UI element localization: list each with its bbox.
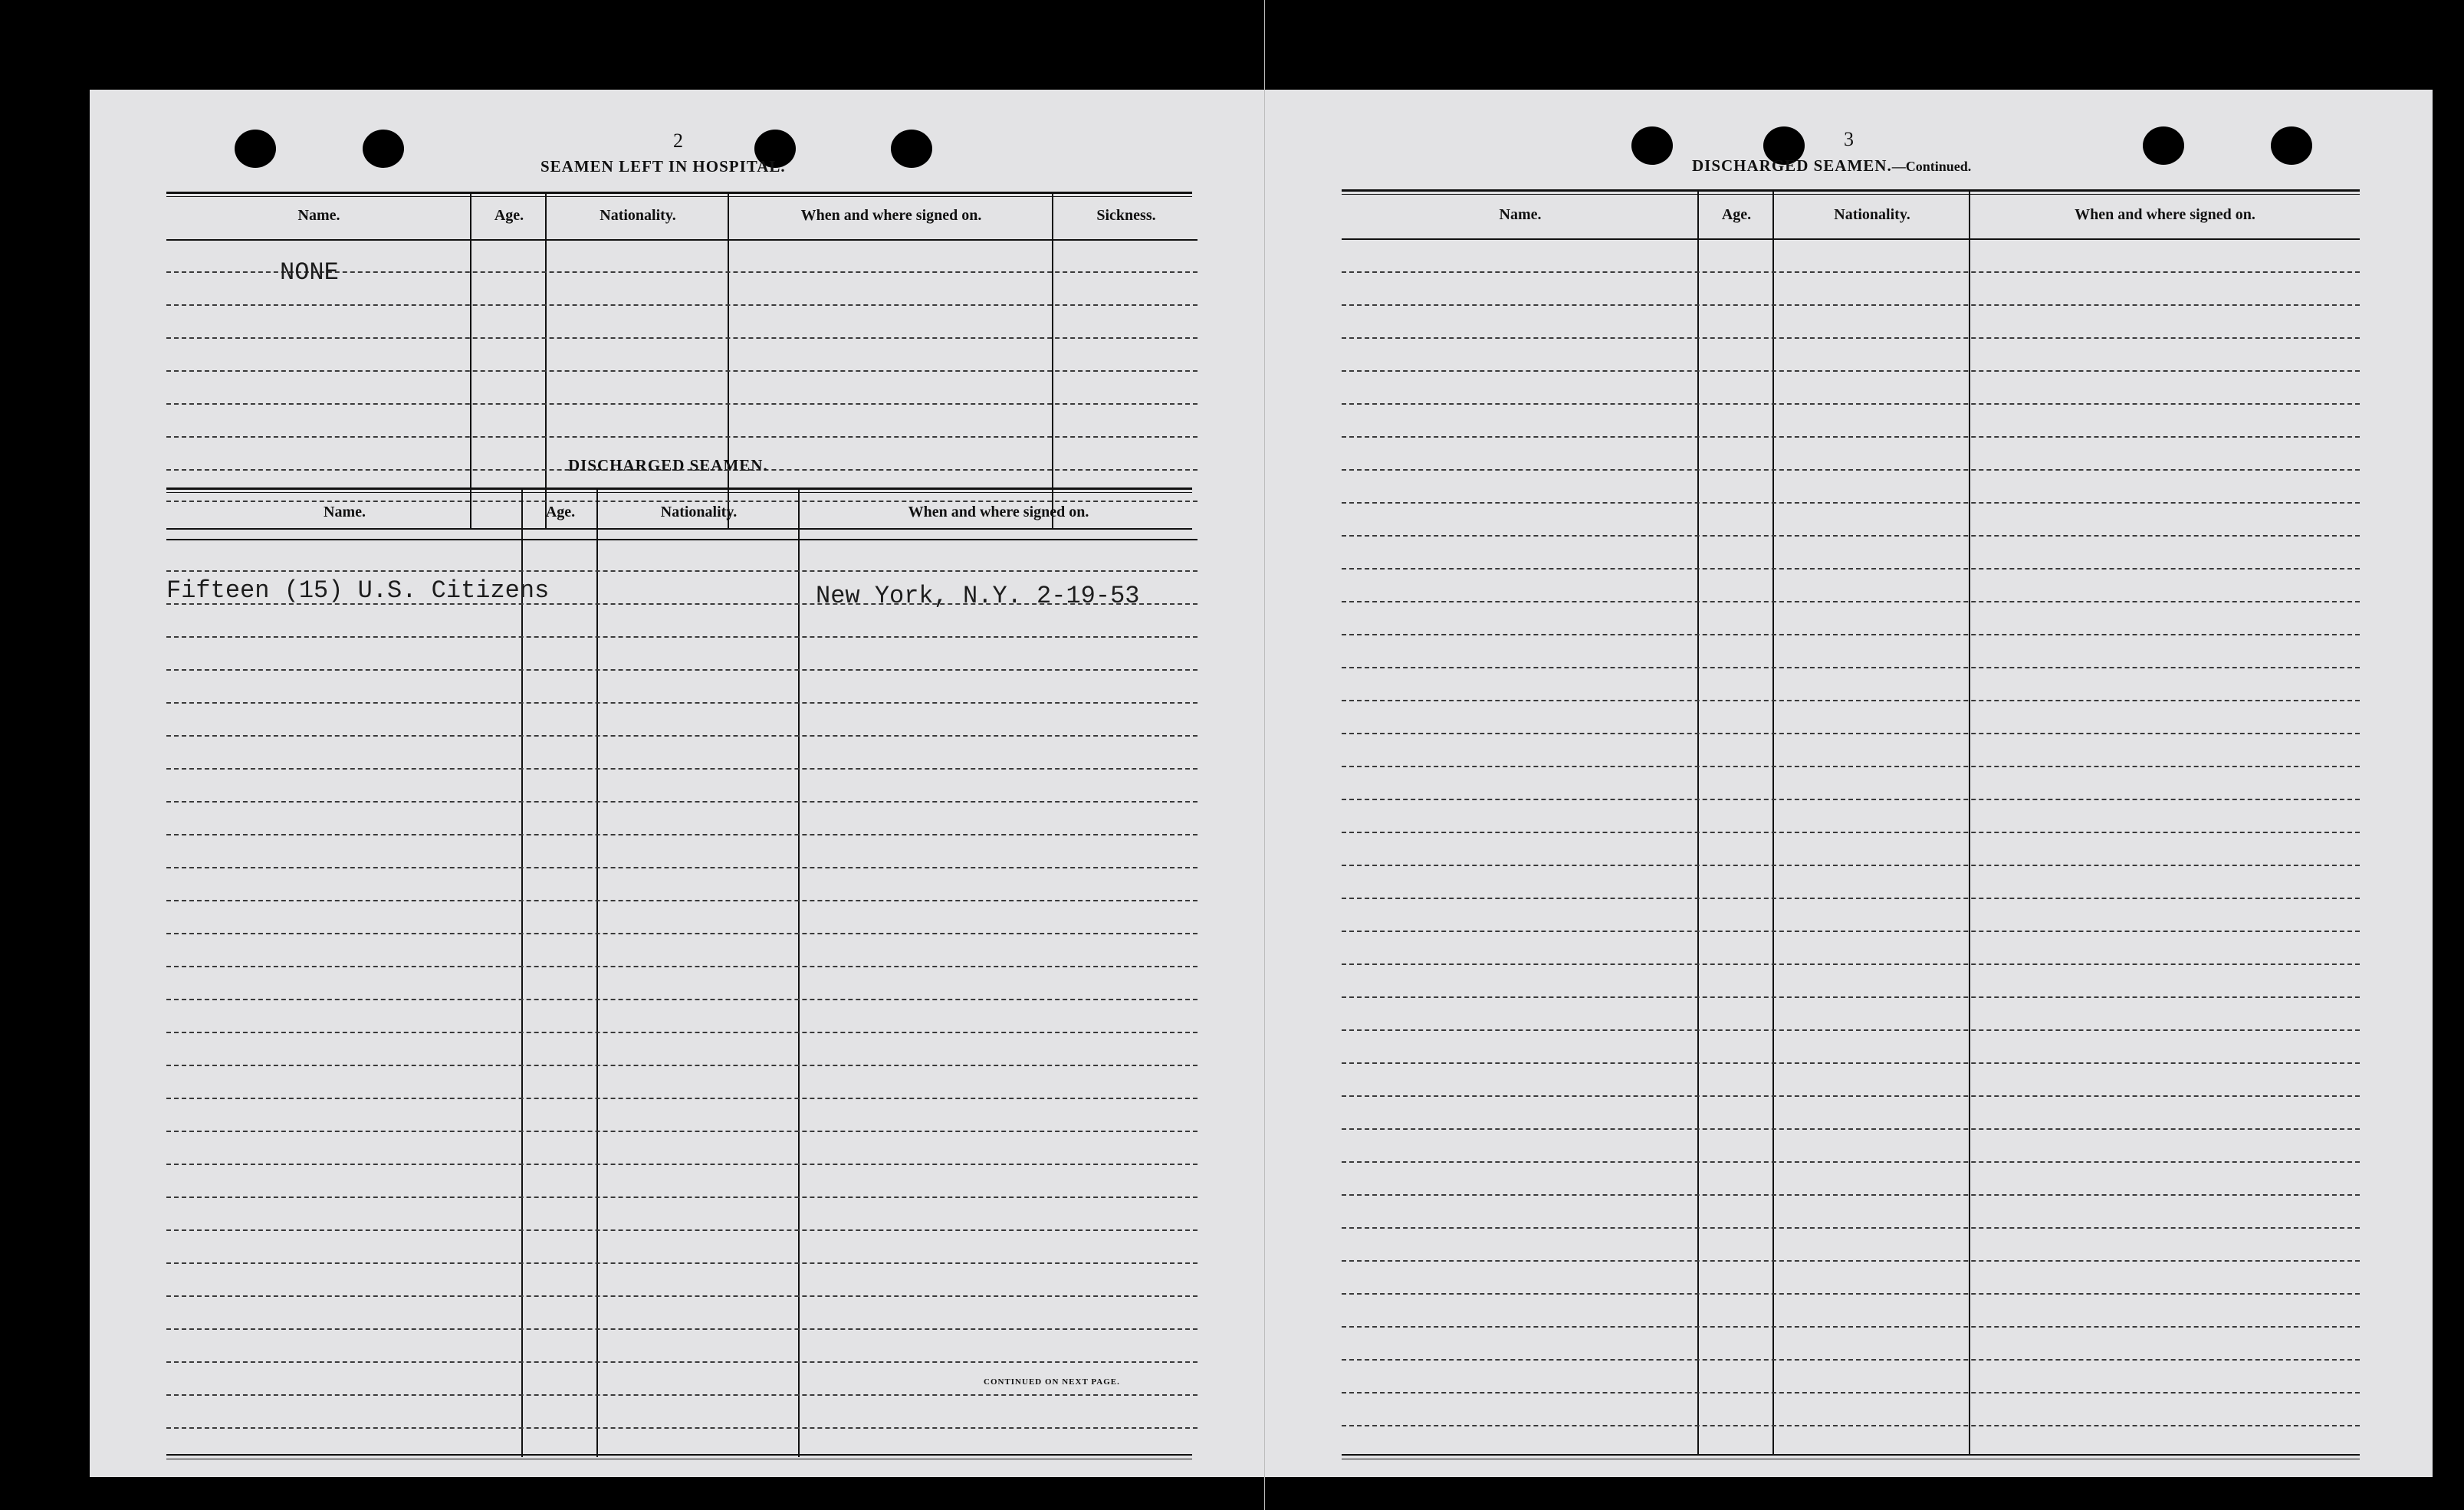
ruled-line [166,1197,1198,1198]
ruled-line [1342,1161,2360,1163]
ruled-line [166,1164,1198,1165]
ruled-line [1342,601,2360,602]
column-header-name: Name. [1499,206,1542,223]
punch-hole [235,130,276,168]
ruled-line [166,370,1198,372]
table-bottom-rule [166,528,1192,530]
column-header-name: Name. [324,504,366,520]
column-header-nationality: Nationality. [1834,206,1910,223]
discharged-entry-name: Fifteen (15) U.S. Citizens [166,576,550,605]
ruled-line [1342,337,2360,339]
table-top-rule [1342,194,2360,195]
ruled-line [166,669,1198,671]
table-top-rule [166,192,1192,194]
ruled-line [1342,1227,2360,1229]
ruled-line [166,1361,1198,1363]
column-rule [545,192,547,529]
ruled-line [1342,799,2360,800]
ruled-line [1342,931,2360,932]
column-rule [1772,189,1774,1456]
table-top-rule [1342,189,2360,192]
ruled-line [166,1065,1198,1066]
right-page [1265,90,2433,1477]
ruled-line [1342,1029,2360,1031]
column-header-sickness: Sickness. [1096,207,1156,224]
ruled-line [1342,370,2360,372]
column-header-age: Age. [1721,206,1752,223]
table-bottom-rule [166,1454,1192,1456]
table-top-rule [166,492,1192,493]
ruled-line [166,1328,1198,1330]
ruled-line [166,1131,1198,1132]
table-bottom-rule [1342,1454,2360,1456]
ruled-line [1342,1194,2360,1196]
page-number: 2 [673,130,683,152]
column-rule [521,487,523,1457]
ruled-line [166,1394,1198,1396]
discharged-entry-signed-on: New York, N.Y. 2-19-53 [816,582,1140,610]
punch-hole [2143,126,2184,165]
ruled-line [1342,898,2360,899]
ruled-line [1342,996,2360,998]
table-top-rule [166,196,1192,197]
ruled-line [1342,634,2360,635]
ruled-line [166,702,1198,704]
ruled-line [1342,1326,2360,1328]
ruled-line [166,801,1198,803]
ruled-line [1342,568,2360,570]
ruled-line [166,867,1198,868]
discharged-section-title: DISCHARGED SEAMEN. [568,456,768,474]
ruled-line [166,636,1198,638]
ruled-line [166,436,1198,438]
ruled-line [1342,1392,2360,1393]
column-rule [470,192,471,529]
ruled-line [1342,535,2360,537]
punch-hole [891,130,932,168]
ruled-line [1342,1128,2360,1130]
ruled-line [1342,304,2360,306]
ruled-line [1342,1095,2360,1097]
column-header-nationality: Nationality. [660,504,738,520]
ruled-line [166,1295,1198,1297]
ruled-line [166,768,1198,770]
ruled-line [166,501,1198,502]
column-rule [596,487,598,1457]
ruled-line [1342,865,2360,866]
column-header-signed-on: When and where signed on. [908,504,1089,520]
header-rule [166,539,1198,540]
ruled-line [166,570,1198,572]
hospital-section-title: SEAMEN LEFT IN HOSPITAL. [540,157,786,176]
column-rule [728,192,729,529]
ruled-line [166,337,1198,339]
ruled-line [166,1262,1198,1264]
column-header-name: Name. [297,207,340,224]
ruled-line [166,966,1198,967]
column-rule [1969,189,1970,1456]
ruled-line [166,403,1198,405]
ruled-line [1342,1425,2360,1426]
ruled-line [1342,1260,2360,1262]
column-header-age: Age. [494,207,524,224]
ruled-line [1342,700,2360,701]
ruled-line [166,900,1198,901]
discharged-continued-title [1692,156,1971,176]
ruled-line [1342,1062,2360,1064]
ruled-line [1342,436,2360,438]
punch-hole [363,130,404,168]
ruled-line [1342,469,2360,471]
ruled-line [166,1229,1198,1231]
punch-hole [1631,126,1673,165]
ruled-line [1342,502,2360,504]
left-page [90,90,1264,1477]
column-header-signed-on: When and where signed on. [2075,206,2255,223]
continued-note: CONTINUED ON NEXT PAGE. [984,1377,1120,1387]
page-number: 3 [1844,128,1854,150]
table-top-rule [166,487,1192,490]
ruled-line [1342,1359,2360,1361]
header-rule [1342,238,2360,240]
column-header-age: Age. [545,504,576,520]
ruled-line [1342,832,2360,833]
header-rule [166,239,1198,241]
ruled-line [1342,963,2360,965]
ruled-line [1342,271,2360,273]
section-title-text: DISCHARGED SEAMEN. [1692,156,1892,175]
column-rule [1052,192,1053,529]
column-header-nationality: Nationality. [600,207,676,224]
ruled-line [166,304,1198,306]
punch-hole [2271,126,2312,165]
ruled-line [166,1427,1198,1429]
ruled-line [1342,766,2360,767]
ruled-line [166,933,1198,934]
ruled-line [166,999,1198,1000]
section-title-suffix: —Continued. [1891,159,1972,174]
ruled-line [1342,733,2360,734]
ruled-line [166,735,1198,737]
ruled-line [166,1098,1198,1099]
ruled-line [166,834,1198,835]
ruled-line [1342,403,2360,405]
ruled-line [1342,1293,2360,1295]
column-rule [798,487,800,1457]
hospital-entry: NONE [280,258,339,287]
column-header-signed-on: When and where signed on. [800,207,982,224]
ruled-line [166,1032,1198,1033]
ruled-line [1342,667,2360,668]
column-rule [1697,189,1699,1456]
